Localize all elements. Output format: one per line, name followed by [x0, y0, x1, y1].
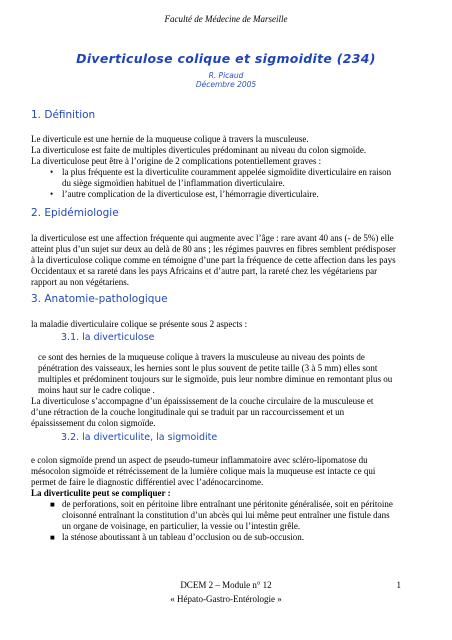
sigmoidite-complications-list: [31, 499, 396, 543]
list-item: ■ la sténose aboutissant à un tableau d’occlusion ou de sub-occusion.: [50, 532, 304, 542]
page-number: 1: [396, 580, 401, 590]
paragraph: La diverticulose s’accompagne d’un épaississement de la couche circulaire de la musculeuse et d’une rétraction de la couche longitudinale qui se traduit par un raccourcissement et un épaississement du colon sigmoïde.: [31, 396, 374, 428]
complications-list: [31, 167, 396, 200]
author: R. Picaud: [208, 71, 244, 80]
document-title: Diverticulose colique et sigmoidite (234): [76, 51, 376, 66]
section-heading-epidemiologie: 2. Epidémiologie: [31, 207, 119, 219]
list-item: ■ de perforations, soit en péritoine libre entraînant une péritonite généralisée, soit en péritoine cloisonné entraînant la constitution d’un abcès qui lui même peut entraîner une fistule dans un organe de voisinage, en particulier, la vessie ou l’intestin grêle.: [50, 499, 393, 531]
paragraph: La diverticulose est faite de multiples diverticules prédominant au niveau du colon sigmoïde.: [31, 145, 367, 155]
footer-course: « Hépato-Gastro-Entérologie »: [170, 594, 282, 604]
paragraph: Le diverticule est une hernie de la muqueuse colique à travers la musculeuse.: [31, 134, 309, 144]
section-definition-body: [31, 134, 396, 200]
paragraph: La diverticulose peut être à l’origine de 2 complications potentiellement graves :: [31, 156, 322, 166]
subsection-heading-sigmoidite: 3.2. la diverticulite, la sigmoidite: [61, 432, 218, 443]
subsection-diverticulose-body: [31, 352, 396, 429]
paragraph: ce sont des hernies de la muqueuse colique à travers la musculeuse au niveau des points de pénétration des vaisseaux, les hernies sont le plus souvent de petite taille (3 à 5 mm) elles sont multiples et prédominent toujours sur le sigmoïde, puis leur nombre diminue en remontant plus ou moins haut sur le cadre colique .: [38, 352, 393, 395]
section-anatomie-intro: [31, 319, 396, 330]
section-epidemiologie-body: [31, 233, 396, 288]
footer-module: DCEM 2 – Module n° 12: [180, 580, 272, 590]
list-item: • la plus fréquente est la diverticulite couramment appelée sigmoïdite diverticulaire en raison du siège sigmoïdien habituel de l’inflammation diverticulaire.: [50, 167, 392, 188]
complication-label: La diverticulite peut se compliquer :: [31, 488, 171, 498]
bullet-icon: •: [50, 189, 54, 199]
page-header: Faculté de Médecine de Marseille: [164, 14, 288, 24]
square-bullet-icon: ■: [50, 533, 55, 542]
paragraph: e colon sigmoïde prend un aspect de pseudo-tumeur inflammatoire avec scléro-lipomatose du mésocolon sigmoïde et rétrécissement de la lumière colique mais la muqueuse est intacte ce qui permet de faire le diagnostic différentiel avec l’adénocarcinome.: [31, 455, 376, 487]
subsection-heading-diverticulose: 3.1. la diverticulose: [61, 332, 155, 343]
paragraph: la diverticulose est une affection fréquente qui augmente avec l’âge : rare avant 40 ans (- de 5%) elle atteint plus d’un sujet sur deux au delà de 80 ans ; les régimes pauvres en fibres semblent prédisposer à la diverticulose colique comme en témoigne d’une part la fréquence de cette affection dans les pays Occidentaux et sa rareté dans les pays Africains et d’autre part, la rareté chez les végétariens par rapport au non végétariens.: [31, 233, 396, 287]
list-item: • l’autre complication de la diverticulose est, l’hémorragie diverticulaire.: [50, 189, 319, 199]
square-bullet-icon: ■: [50, 500, 55, 509]
section-heading-anatomie: 3. Anatomie-pathologique: [31, 293, 168, 305]
subsection-sigmoidite-body: [31, 455, 396, 543]
date: Décembre 2005: [195, 80, 257, 89]
paragraph: la maladie diverticulaire colique se présente sous 2 aspects :: [31, 319, 248, 329]
bullet-icon: •: [50, 167, 54, 177]
section-heading-definition: 1. Définition: [31, 109, 96, 121]
